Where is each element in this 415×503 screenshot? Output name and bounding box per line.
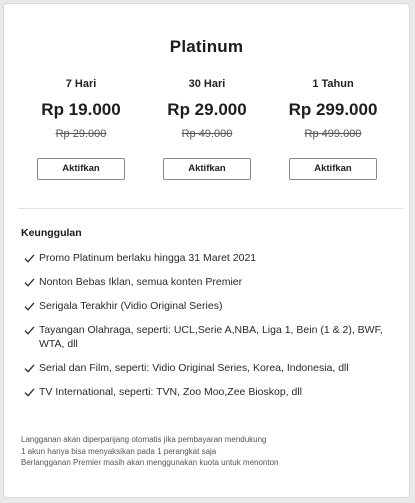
benefit-item	[21, 323, 393, 351]
plan-7-hari	[18, 77, 144, 180]
plan-1-tahun	[270, 77, 396, 180]
footnote-line: Berlangganan Premier masih akan menggunakan kuota untuk menonton	[21, 458, 279, 467]
checkmark-icon	[24, 325, 35, 336]
plan-card	[3, 3, 410, 498]
checkmark-icon	[24, 301, 35, 312]
benefit-item	[21, 361, 393, 375]
terms-footnote	[21, 434, 401, 469]
benefit-item	[21, 299, 393, 313]
footnote-line: Langganan akan diperpanjang otomatis jika pembayaran mendukung	[21, 435, 267, 444]
benefit-item	[21, 275, 393, 289]
benefit-text: Promo Platinum berlaku hingga 31 Maret 2021	[39, 252, 257, 264]
plan-old-price: Rp 29.000	[55, 128, 107, 140]
checkmark-icon	[24, 363, 35, 374]
activate-button-30-hari[interactable]: Aktifkan	[163, 158, 251, 180]
footnote-line: 1 akun hanya bisa menyaksikan pada 1 perangkat saja	[21, 446, 217, 456]
benefit-text: Serigala Terakhir (Vidio Original Series)	[39, 300, 223, 312]
benefit-text: Nonton Bebas Iklan, semua konten Premier	[39, 276, 243, 288]
benefit-item	[21, 385, 393, 399]
plan-title: Platinum	[169, 37, 244, 56]
section-divider	[18, 208, 404, 209]
benefits-heading: Keunggulan	[21, 227, 82, 239]
plan-old-price: Rp 499.000	[304, 128, 362, 140]
benefit-text: Serial dan Film, seperti: Vidio Original Series, Korea, Indonesia, dll	[39, 362, 349, 374]
plan-price: Rp 19.000	[41, 100, 121, 119]
checkmark-icon	[24, 277, 35, 288]
checkmark-icon	[24, 253, 35, 264]
checkmark-icon	[24, 387, 35, 398]
plan-price: Rp 29.000	[167, 100, 247, 119]
benefit-text: TV International, seperti: TVN, Zoo Moo,Zee Bioskop, dll	[39, 386, 303, 398]
activate-button-7-hari[interactable]: Aktifkan	[37, 158, 125, 180]
benefit-text: Tayangan Olahraga, seperti: UCL,Serie A,NBA, Liga 1, Bein (1 & 2), BWF, WTA, dll	[39, 324, 383, 350]
plan-price: Rp 299.000	[288, 100, 378, 119]
plan-30-hari	[144, 77, 270, 180]
plan-period: 7 Hari	[65, 78, 97, 90]
plan-old-price: Rp 49.000	[181, 128, 233, 140]
plan-period: 1 Tahun	[312, 78, 354, 90]
benefits-section	[21, 227, 393, 409]
plan-period: 30 Hari	[188, 78, 226, 90]
benefit-item	[21, 251, 393, 265]
activate-button-1-tahun[interactable]: Aktifkan	[289, 158, 377, 180]
